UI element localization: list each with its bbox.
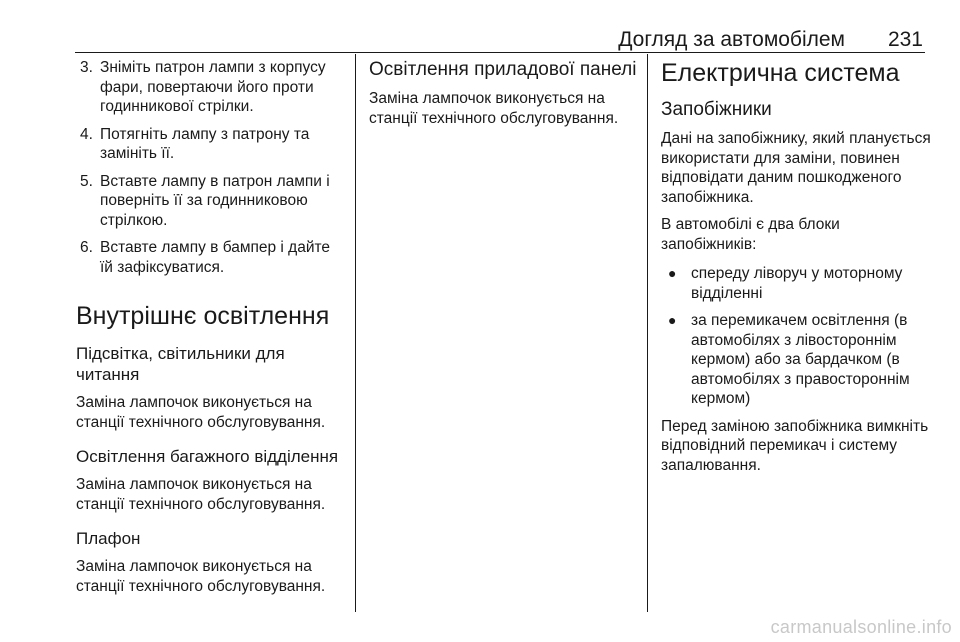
fuse-box-list — [661, 264, 931, 409]
paragraph: Заміна лампочок виконується на станції технічного обслуговування. — [76, 476, 326, 513]
step-text: Потягніть лампу з патрону та замініть її. — [100, 125, 310, 162]
page-number: 231 — [887, 28, 923, 51]
subsection-title-fuses: Запобіжники — [661, 99, 772, 120]
list-item — [76, 172, 344, 231]
column-divider-right — [647, 54, 648, 612]
step-number: 5. — [80, 172, 93, 190]
subsection-title-luggage-lighting: Освітлення багажного відділення — [76, 447, 339, 466]
right-column — [661, 58, 931, 489]
steps-list — [76, 58, 344, 277]
step-text: Зніміть патрон лампи з корпусу фари, повертаючи його проти годинникової стрілки. — [100, 59, 326, 115]
paragraph: Перед заміною запобіжника вимкніть відповідний перемикач і систему запалювання. — [661, 417, 929, 474]
bullet-text: спереду ліворуч у моторному відділенні — [691, 265, 903, 302]
paragraph: В автомобілі є два блоки запобіжників: — [661, 216, 840, 253]
section-title-interior-lighting: Внутрішнє освітлення — [76, 302, 330, 330]
bullet-icon: ● — [668, 312, 677, 328]
step-text: Вставте лампу в бампер і дайте їй зафіксуватися. — [100, 239, 331, 276]
column-divider-left — [355, 54, 356, 612]
list-item — [76, 238, 344, 277]
paragraph: Дані на запобіжнику, який планується використати для заміни, повинен відповідати даним пошкодженого запобіжника. — [661, 130, 931, 206]
step-number: 4. — [80, 125, 93, 143]
page-title: Догляд за автомобілем — [618, 28, 845, 51]
watermark: carmanualsonline.info — [770, 617, 952, 637]
list-item — [661, 311, 931, 409]
bullet-icon: ● — [668, 265, 677, 281]
paragraph: Заміна лампочок виконується на станції технічного обслуговування. — [76, 394, 326, 431]
section-title-electrical-system: Електрична система — [661, 59, 900, 87]
bullet-text: за перемикачем освітлення (в автомобілях з лівостороннім кермом) або за бардачком (в автомобілях з правостороннім кермом) — [691, 312, 910, 407]
step-text: Вставте лампу в патрон лампи і поверніть її за годинниковою стрілкою. — [100, 172, 330, 229]
section-title-instrument-panel: Освітлення приладової панелі — [369, 59, 637, 80]
list-item — [76, 58, 344, 117]
paragraph: Заміна лампочок виконується на станції технічного обслуговування. — [369, 90, 619, 127]
paragraph: Заміна лампочок виконується на станції технічного обслуговування. — [76, 558, 326, 595]
middle-column — [369, 58, 637, 142]
step-number: 6. — [80, 239, 93, 256]
step-number: 3. — [80, 59, 93, 76]
page-header — [75, 22, 925, 53]
subsection-title-dome-light: Плафон — [76, 529, 141, 548]
subsection-title-reading-lights: Підсвітка, світильники для читання — [76, 344, 285, 384]
list-item — [661, 264, 931, 303]
list-item — [76, 125, 344, 164]
left-column — [76, 58, 344, 610]
